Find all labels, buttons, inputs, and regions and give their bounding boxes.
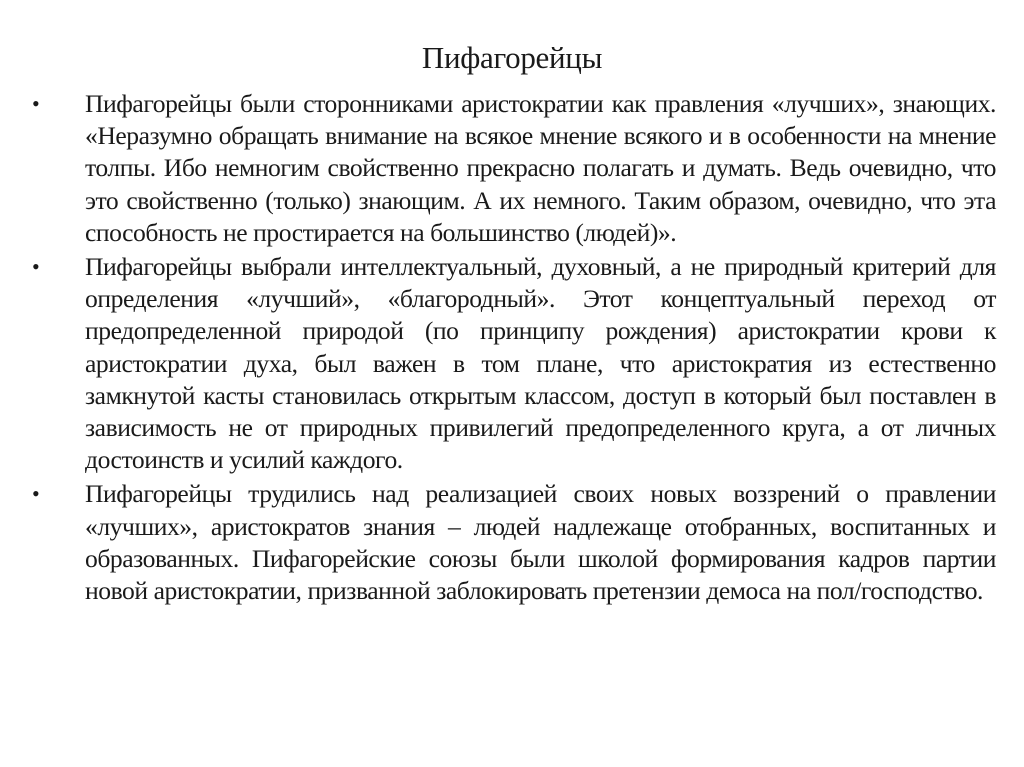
bullet-item [28, 478, 996, 607]
slide-title: Пифагорейцы [421, 40, 603, 75]
bullet-list [28, 88, 996, 609]
bullet-text: Пифагорейцы были сторонниками аристократии как правления «лучших», знающих. «Неразумно обращать внимание на всякое мнение всякого и в особенности на мнение толпы. Ибо немногим свойственно прекрасно полагать и думать. Ведь очевидно, что это свойственно (только) знающим. А их немного. Таким образом, очевидно, что эта способность не простирается на большинство (людей)». [85, 89, 996, 247]
bullet-text: Пифагорейцы выбрали интеллектуальный, духовный, а не природный критерий для определения «лучший», «благородный». Этот концептуальный переход от предопределенной природой (по принципу рождения) аристократии крови к аристократии духа, был важен в том плане, что аристократия из естественно замкнутой касты становилась открытым классом, доступ в который был поставлен в зависимость не от природных привилегий предопределенного круга, а от личных достоинств и усилий каждого. [85, 252, 996, 475]
bullet-dot-icon: • [32, 91, 40, 116]
bullet-text: Пифагорейцы трудились над реализацией своих новых воззрений о правлении «лучших», аристократов знания – людей надлежаще отобранных, воспитанных и образованных. Пифагорейские союзы были школой формирования кадров партии новой аристократии, призванной заблокировать претензии демоса на пол/господство. [85, 479, 996, 606]
bullet-dot-icon: • [32, 254, 40, 280]
bullet-item [28, 88, 996, 249]
bullet-dot-icon: • [32, 481, 40, 507]
bullet-item [28, 251, 996, 476]
